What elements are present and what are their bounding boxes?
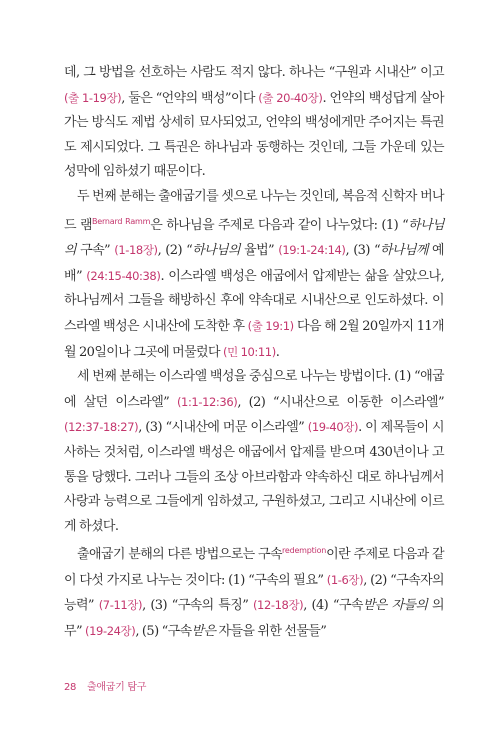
text-run: . [275,344,280,360]
emphasized-text: 하나님의 [192,243,240,259]
paragraph [64,61,444,185]
text-run: 의무” [64,598,444,640]
text-run: , (5) “구속 [135,624,192,640]
paragraph [64,365,444,539]
running-title: 출애굽기 탐구 [87,682,147,693]
scripture-reference: (12-18장) [252,598,304,613]
emphasized-text: 하나님께 [380,243,428,259]
scripture-reference: (19-24장) [85,624,136,639]
text-run: , (2) “ [157,243,193,259]
text-run: , (3) “구속의 특징” [142,598,253,614]
original-term-note: redemption [281,546,327,556]
scripture-reference: (출 19:1) [247,318,294,333]
text-run: 데, 그 방법을 선호하는 사람도 적지 않다. 하나는 “구원과 시내산” 이고 [64,65,444,80]
scripture-reference: (7-11장) [98,598,143,613]
scripture-reference: (1-6장) [326,572,364,587]
scripture-reference: (19:1-24:14) [278,243,346,258]
text-run: , (2) “시내산으로 이동한 이스라엘” [237,394,444,410]
paragraph [64,185,444,365]
text-run: 세 번째 분해는 이스라엘 백성을 중심으로 나누는 방법이다. (1) “애굽에 살던 이스라엘” [64,369,444,410]
scripture-reference: (출 20-40장) [258,90,323,105]
scripture-reference: (1-18장) [114,243,158,258]
scripture-reference: (1:1-12:36) [176,394,238,409]
text-run: 출애굽기 분해의 다른 방법으로는 구속 [77,547,282,563]
emphasized-text: 받은 자들의 [362,598,428,614]
original-term-note: Bernard Ramm [91,216,151,226]
text-run: 이란 주제로 다음과 같이 다섯 가지로 나누는 것이다: (1) “구속의 필요” [64,547,444,588]
page-number: 28 [64,682,77,693]
text-run: , (4) “구속 [303,598,363,614]
text-run: 두 번째 분해는 출애굽기를 셋으로 나누는 것인데, 복음적 신학자 버나드 램 [64,188,444,233]
body-text [64,61,444,645]
page-footer [64,678,146,693]
text-run: 구속” [75,243,115,259]
scripture-reference: (출 1-19장) [64,90,122,105]
paragraph [64,539,444,644]
text-run: , 둘은 “언약의 백성”이다 [121,90,259,106]
scripture-reference: (12:37-18:27) [64,420,139,435]
text-run: 율법” [239,243,279,259]
emphasized-text: 하나님의 [64,217,444,259]
text-run: , (3) “시내산에 머문 이스라엘” [138,420,308,436]
scripture-reference: (민 10:11) [223,344,276,359]
text-run: . 언약의 백성답게 살아가는 방식도 제법 상세히 묘사되었고, 언약의 백성에게만 주어지는 특권도 제시되었다. 그 특권은 하나님과 동행하는 것인데, 그들 가운데 있는 성막에 임하셨기 때문이다. [64,90,444,180]
scripture-reference: (24:15-40:38) [86,268,161,283]
scripture-reference: (19-40장) [307,420,359,435]
text-run: . 이 제목들이 시사하는 것처럼, 이스라엘 백성은 애굽에서 압제를 받으며 430년이나 고통을 당했다. 그러나 그들의 조상 아브라함과 약속하신 대로 하나님께서 사랑과 능력으로 그들에게 임하셨고, 구원하셨고, 그리고 시내산에 이르게 하셨다. [64,420,444,534]
text-run: 예배” [64,243,444,284]
text-run: , (3) “ [345,243,381,259]
text-run: 은 하나님을 주제로 다음과 같이 나누었다: (1) “ [150,217,409,233]
text-run: 자들을 위한 선물들” [215,624,327,640]
emphasized-text: 받은 [191,624,216,640]
text-run: 다음 해 2월 20일까지 11개월 20일이나 그곳에 머물렀다 [64,318,444,360]
text-run: , (2) “구속자의 능력” [64,572,444,614]
text-run: . 이스라엘 백성은 애굽에서 압제받는 삶을 살았으나, 하나님께서 그들을 해방하신 후에 약속대로 시내산으로 인도하셨다. 이스라엘 백성은 시내산에 도착한 후 [64,268,444,334]
